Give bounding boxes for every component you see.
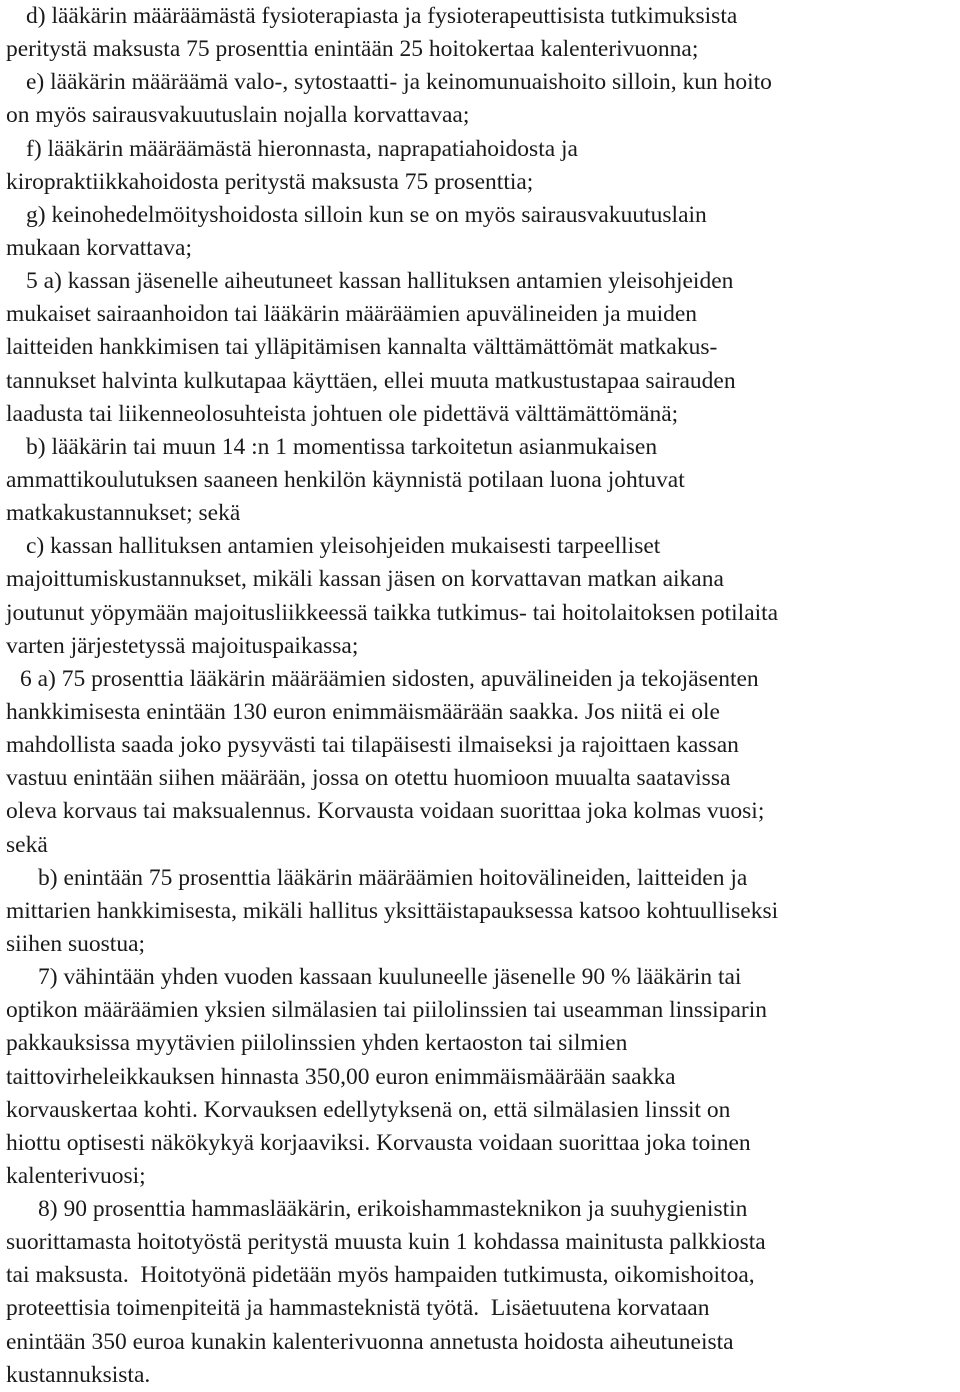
- text-line: 5 a) kassan jäsenelle aiheutuneet kassan hallituksen antamien yleisohjeiden: [26, 268, 734, 295]
- text-line: 6 a) 75 prosenttia lääkärin määräämien sidosten, apuvälineiden ja tekojäsenten: [20, 665, 759, 692]
- text-line: b) lääkärin tai muun 14 :n 1 momentissa tarkoitetun asianmukaisen: [26, 433, 658, 460]
- text-line: laadusta tai liikenneolosuhteista johtuen ole pidettävä välttämättömänä;: [6, 400, 679, 427]
- text-line: suorittamasta hoitotyöstä peritystä muusta kuin 1 kohdassa mainitusta palkkiosta: [6, 1229, 766, 1256]
- text-line: optikon määräämien yksien silmälasien tai piilolinssien tai useamman linssiparin: [6, 997, 767, 1024]
- text-line: kalenterivuosi;: [6, 1162, 146, 1189]
- text-line: laitteiden hankkimisen tai ylläpitämisen kannalta välttämättömät matkakus-: [6, 334, 718, 361]
- text-line: varten järjestetyssä majoituspaikassa;: [6, 632, 359, 659]
- text-line: vastuu enintään siihen määrään, jossa on otettu huomioon muualta saatavissa: [6, 765, 731, 792]
- text-line: ammattikoulutuksen saaneen henkilön käynnistä potilaan luona johtuvat: [6, 466, 685, 493]
- text-line: taittovirheleikkauksen hinnasta 350,00 euron enimmäismäärään saakka: [6, 1063, 676, 1090]
- text-line: b) enintään 75 prosenttia lääkärin määräämien hoitovälineiden, laitteiden ja: [38, 864, 748, 891]
- text-line: f) lääkärin määräämästä hieronnasta, naprapatiahoidosta ja: [26, 135, 578, 162]
- text-line: siihen suostua;: [6, 930, 146, 957]
- text-line: oleva korvaus tai maksualennus. Korvausta voidaan suorittaa joka kolmas vuosi;: [6, 798, 765, 825]
- text-line: majoittumiskustannukset, mikäli kassan jäsen on korvattavan matkan aikana: [6, 566, 724, 593]
- document-page: [6, 0, 954, 1392]
- text-line: kiropraktiikkahoidosta peritystä maksusta 75 prosenttia;: [6, 168, 534, 195]
- text-line: pakkauksissa myytävien piilolinssien yhden kertaoston tai silmien: [6, 1030, 628, 1057]
- text-line: mahdollista saada joko pysyvästi tai tilapäisesti ilmaiseksi ja rajoittaen kassan: [6, 732, 739, 759]
- text-line: on myös sairausvakuutuslain nojalla korvattavaa;: [6, 102, 470, 129]
- text-line: c) kassan hallituksen antamien yleisohjeiden mukaisesti tarpeelliset: [26, 533, 661, 560]
- text-line: hankkimisesta enintään 130 euron enimmäismäärään saakka. Jos niitä ei ole: [6, 698, 720, 725]
- text-line: joutunut yöpymään majoitusliikkeessä taikka tutkimus- tai hoitolaitoksen potilaita: [6, 599, 779, 626]
- text-line: sekä: [6, 831, 48, 858]
- text-line: matkakustannukset; sekä: [6, 500, 241, 527]
- text-line: hiottu optisesti näkökykyä korjaaviksi. Korvausta voidaan suorittaa joka toinen: [6, 1129, 751, 1156]
- text-line: proteettisia toimenpiteitä ja hammasteknistä työtä. Lisäetuutena korvataan: [6, 1295, 710, 1322]
- text-line: peritystä maksusta 75 prosenttia enintään 25 hoitokertaa kalenterivuonna;: [6, 36, 699, 63]
- text-line: e) lääkärin määräämä valo-, sytostaatti- ja keinomunuaishoito silloin, kun hoito: [26, 69, 772, 96]
- text-line: g) keinohedelmöityshoidosta silloin kun se on myös sairausvakuutuslain: [26, 201, 707, 228]
- text-line: d) lääkärin määräämästä fysioterapiasta ja fysioterapeuttisista tutkimuksista: [26, 3, 738, 29]
- text-line: kustannuksista.: [6, 1361, 151, 1388]
- text-line: 7) vähintään yhden vuoden kassaan kuuluneelle jäsenelle 90 % lääkärin tai: [38, 964, 742, 991]
- text-line: 8) 90 prosenttia hammaslääkärin, erikoishammasteknikon ja suuhygienistin: [38, 1196, 748, 1223]
- text-line: mukaan korvattava;: [6, 234, 192, 261]
- text-line: mukaiset sairaanhoidon tai lääkärin määräämien apuvälineiden ja muiden: [6, 301, 698, 328]
- text-line: tannukset halvinta kulkutapaa käyttäen, ellei muuta matkustustapaa sairauden: [6, 367, 736, 394]
- text-line: enintään 350 euroa kunakin kalenterivuonna annetusta hoidosta aiheutuneista: [6, 1328, 734, 1355]
- text-line: korvauskertaa kohti. Korvauksen edellytyksenä on, että silmälasien linssit on: [6, 1096, 731, 1123]
- text-line: tai maksusta. Hoitotyönä pidetään myös hampaiden tutkimusta, oikomishoitoa,: [6, 1262, 755, 1289]
- text-line: mittarien hankkimisesta, mikäli hallitus yksittäistapauksessa katsoo kohtuulliseksi: [6, 897, 779, 924]
